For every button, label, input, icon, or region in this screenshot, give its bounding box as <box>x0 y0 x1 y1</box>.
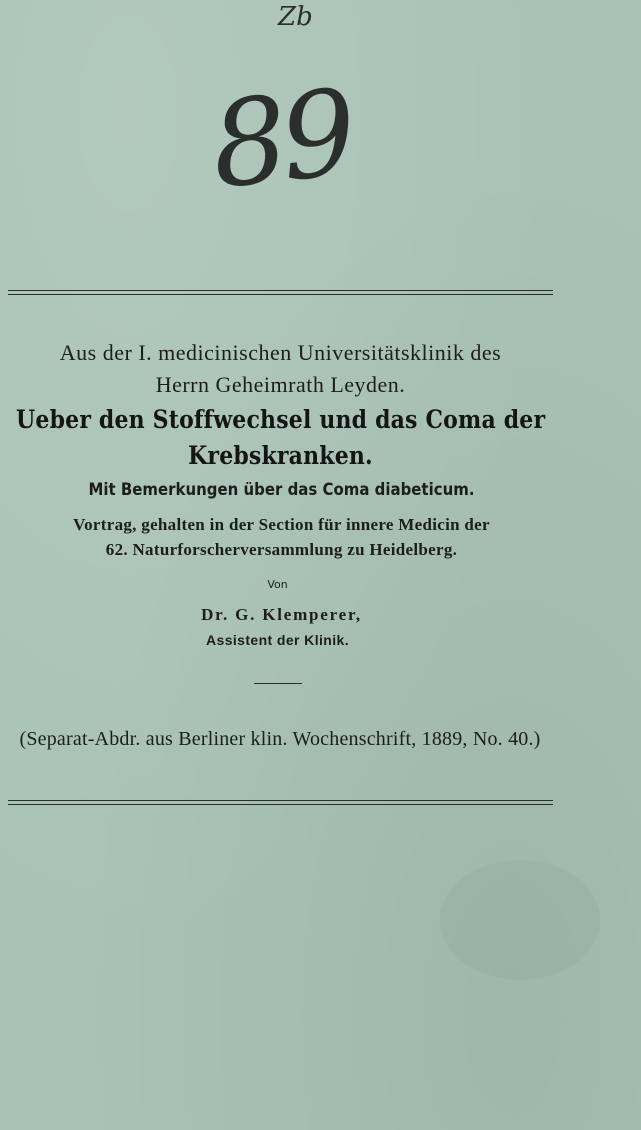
subtitle: Mit Bemerkungen über das Coma diabeticum. <box>88 480 475 500</box>
by-label: Von <box>267 578 288 591</box>
separator-rule <box>254 683 302 684</box>
paper-stain <box>440 860 600 980</box>
author-name: Dr. G. Klemperer, <box>201 605 362 624</box>
title-line-1: Ueber den Stoffwechsel und das Coma der <box>16 405 546 434</box>
institution-line-1: Aus der I. medicinischen Universitätsklinik des <box>59 340 502 365</box>
bottom-double-rule-lower <box>8 804 553 805</box>
top-double-rule-lower <box>8 294 553 295</box>
institution-line-2: Herrn Geheimrath Leyden. <box>155 372 406 397</box>
lecture-line-1: Vortrag, gehalten in der Section für innere Medicin der <box>73 515 490 534</box>
title-line-2: Krebskranken. <box>188 441 373 470</box>
handwritten-number: 89 <box>205 63 357 215</box>
lecture-line-2: 62. Naturforscherversammlung zu Heidelberg. <box>105 540 458 559</box>
bottom-double-rule-upper <box>8 800 553 801</box>
author-role: Assistent der Klinik. <box>206 632 349 648</box>
handwritten-note-top: Zb <box>278 2 313 32</box>
top-double-rule-upper <box>8 290 553 291</box>
reprint-note: (Separat-Abdr. aus Berliner klin. Wochenschrift, 1889, No. 40.) <box>19 728 541 750</box>
